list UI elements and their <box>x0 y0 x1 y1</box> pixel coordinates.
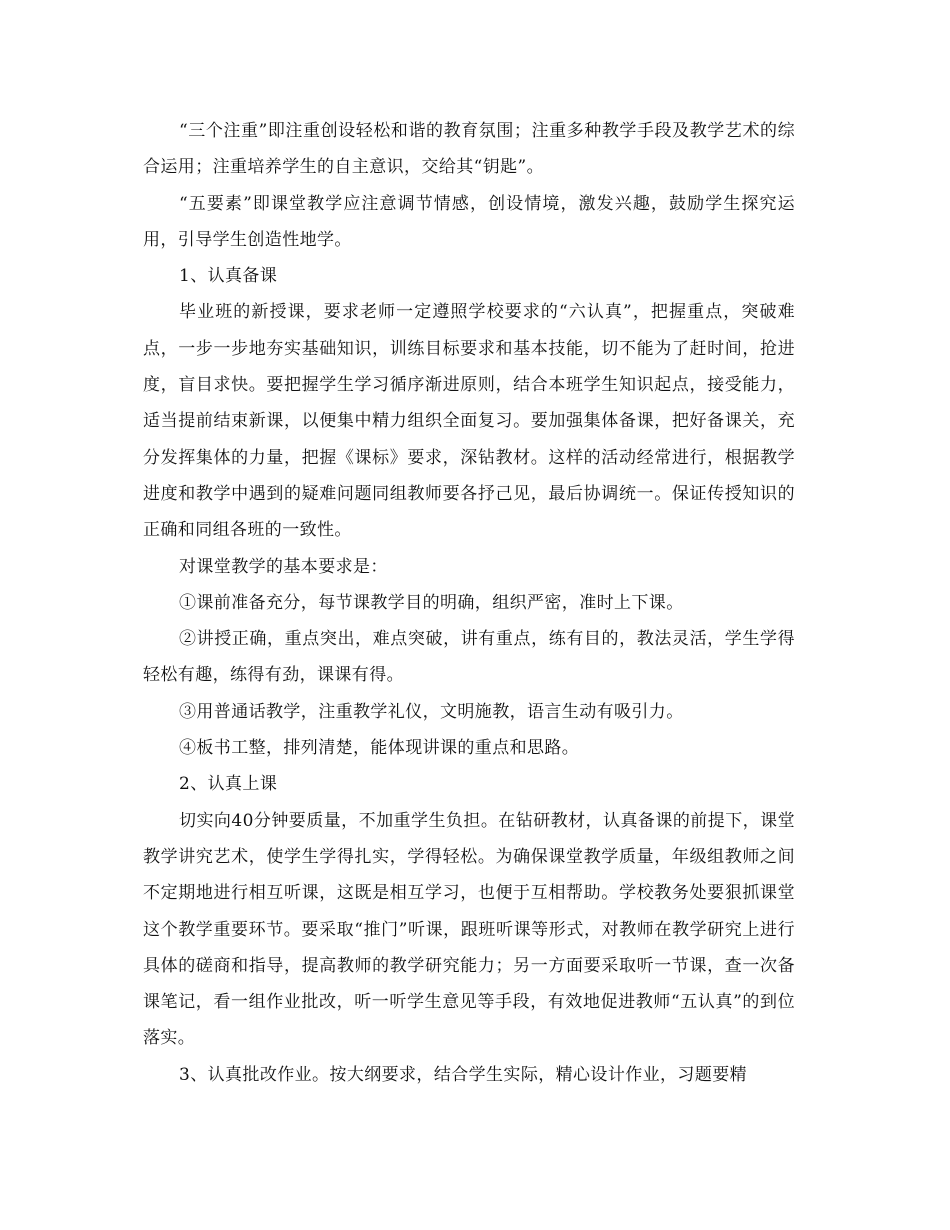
paragraph-five-elements: “五要素”即课堂教学应注意调节情感，创设情境，激发兴趣，鼓励学生探究运用，引导学生创造性地学。 <box>143 193 795 250</box>
requirement-item-1: ①课前准备充分，每节课教学目的明确，组织严密，准时上下课。 <box>179 592 684 613</box>
document-body <box>143 113 795 1093</box>
paragraph-basic-requirements: 对课堂教学的基本要求是： <box>179 556 388 577</box>
section-heading-grade-homework: 3、认真批改作业。按大纲要求，结合学生实际，精心设计作业，习题要精 <box>179 1064 748 1085</box>
requirement-item-2: ②讲授正确，重点突出，难点突破，讲有重点，练有目的，教法灵活，学生学得轻松有趣，练得有劲，课课有得。 <box>143 629 795 686</box>
requirement-item-4: ④板书工整，排列清楚，能体现讲课的重点和思路。 <box>179 738 580 759</box>
requirement-item-3: ③用普通话教学，注重教学礼仪，文明施教，语言生动有吸引力。 <box>179 701 684 722</box>
paragraph-prepare-lessons: 毕业班的新授课，要求老师一定遵照学校要求的“六认真”，把握重点，突破难点，一步一步地夯实基础知识，训练目标要求和基本技能，切不能为了赶时间，抢进度，盲目求快。要把握学生学习循序渐进原则，结合本班学生知识起点，接受能力，适当提前结束新课，以便集中精力组织全面复习。要加强集体备课，把好备课关，充分发挥集体的力量，把握《课标》要求，深钻教材。这样的活动经常进行，根据教学进度和教学中遇到的疑难问题同组教师要各抒己见，最后协调统一。保证传授知识的正确和同组各班的一致性。 <box>143 302 795 541</box>
section-heading-prepare-lessons: 1、认真备课 <box>179 266 278 287</box>
paragraph-three-emphases: “三个注重”即注重创设轻松和谐的教育氛围；注重多种教学手段及教学艺术的综合运用；注重培养学生的自主意识，交给其“钥匙”。 <box>143 121 795 178</box>
section-heading-teach-classes: 2、认真上课 <box>179 774 278 795</box>
paragraph-teach-classes: 切实向40分钟要质量，不加重学生负担。在钻研教材，认真备课的前提下，课堂教学讲究艺术，使学生学得扎实，学得轻松。为确保课堂教学质量，年级组教师之间不定期地进行相互听课，这既是相互学习，也便于互相帮助。学校教务处要狠抓课堂这个教学重要环节。要采取“推门”听课，跟班听课等形式，对教师在教学研究上进行具体的磋商和指导，提高教师的教学研究能力；另一方面要采取听一节课，查一次备课笔记，看一组作业批改，听一听学生意见等手段，有效地促进教师“五认真”的到位落实。 <box>143 810 795 1049</box>
